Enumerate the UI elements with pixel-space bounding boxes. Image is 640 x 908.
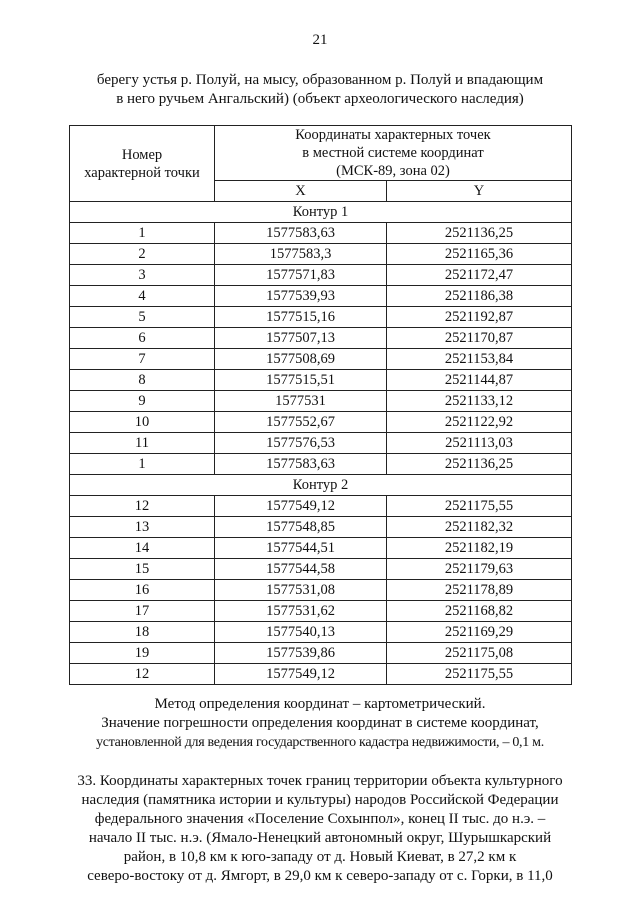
point-number-cell: 3 (70, 265, 215, 286)
point-number-cell: 13 (70, 517, 215, 538)
x-coordinate-cell: 1577544,51 (215, 538, 387, 559)
x-coordinate-cell: 1577552,67 (215, 412, 387, 433)
item-line: 33. Координаты характерных точек границ территории объекта культурного (77, 773, 563, 789)
point-number-cell: 5 (70, 307, 215, 328)
point-number-cell: 4 (70, 286, 215, 307)
point-number-cell: 11 (70, 433, 215, 454)
x-coordinate-cell: 1577544,58 (215, 559, 387, 580)
y-coordinate-cell: 2521136,25 (387, 454, 572, 475)
y-coordinate-cell: 2521153,84 (387, 349, 572, 370)
table-row (70, 349, 572, 370)
method-line: Значение погрешности определения координат в системе координат, (101, 715, 539, 731)
item-line: федерального значения «Поселение Сохынпол», конец II тыс. до н.э. – (94, 811, 546, 827)
item-line: начало II тыс. н.э. (Ямало-Ненецкий автономный округ, Шурышкарский (88, 830, 552, 846)
method-note (60, 695, 580, 752)
x-coordinate-cell: 1577576,53 (215, 433, 387, 454)
table-row (70, 328, 572, 349)
header-point-number (70, 126, 215, 202)
table-row (70, 601, 572, 622)
y-coordinate-cell: 2521175,08 (387, 643, 572, 664)
header-x: X (215, 181, 387, 202)
item-line: северо-востоку от д. Ямгорт, в 29,0 км к северо-западу от с. Горки, в 11,0 (87, 868, 553, 884)
table-row (70, 265, 572, 286)
header-coordinates (215, 126, 572, 181)
point-number-cell: 12 (70, 664, 215, 685)
x-coordinate-cell: 1577515,51 (215, 370, 387, 391)
y-coordinate-cell: 2521122,92 (387, 412, 572, 433)
x-coordinate-cell: 1577531,62 (215, 601, 387, 622)
intro-paragraph (60, 71, 580, 109)
table-row (70, 223, 572, 244)
x-coordinate-cell: 1577540,13 (215, 622, 387, 643)
table-row (70, 517, 572, 538)
intro-line: берегу устья р. Полуй, на мысу, образованном р. Полуй и впадающим (96, 72, 544, 88)
x-coordinate-cell: 1577539,86 (215, 643, 387, 664)
table-row (70, 286, 572, 307)
x-coordinate-cell: 1577548,85 (215, 517, 387, 538)
point-number-cell: 16 (70, 580, 215, 601)
y-coordinate-cell: 2521113,03 (387, 433, 572, 454)
table-row (70, 370, 572, 391)
point-number-cell: 12 (70, 496, 215, 517)
table-row (70, 433, 572, 454)
point-number-cell: 1 (70, 454, 215, 475)
y-coordinate-cell: 2521175,55 (387, 496, 572, 517)
y-coordinate-cell: 2521175,55 (387, 664, 572, 685)
y-coordinate-cell: 2521165,36 (387, 244, 572, 265)
x-coordinate-cell: 1577571,83 (215, 265, 387, 286)
y-coordinate-cell: 2521182,32 (387, 517, 572, 538)
point-number-cell: 14 (70, 538, 215, 559)
item-line: район, в 10,8 км к юго-западу от д. Новый Киеват, в 27,2 км к (123, 849, 517, 865)
point-number-cell: 1 (70, 223, 215, 244)
table-row (70, 643, 572, 664)
y-coordinate-cell: 2521172,47 (387, 265, 572, 286)
point-number-cell: 19 (70, 643, 215, 664)
y-coordinate-cell: 2521179,63 (387, 559, 572, 580)
header-text: Номер (121, 146, 163, 163)
y-coordinate-cell: 2521169,29 (387, 622, 572, 643)
point-number-cell: 9 (70, 391, 215, 412)
method-line: Метод определения координат – картометрический. (154, 696, 486, 712)
x-coordinate-cell: 1577507,13 (215, 328, 387, 349)
header-y: Y (387, 181, 572, 202)
item-33-paragraph (40, 772, 600, 886)
point-number-cell: 18 (70, 622, 215, 643)
intro-line: в него ручьем Ангальский) (объект археологического наследия) (116, 91, 524, 107)
y-coordinate-cell: 2521144,87 (387, 370, 572, 391)
y-coordinate-cell: 2521136,25 (387, 223, 572, 244)
header-text: в местной системе координат (302, 145, 484, 161)
x-coordinate-cell: 1577583,63 (215, 223, 387, 244)
item-line: наследия (памятника истории и культуры) народов Российской Федерации (81, 792, 559, 808)
point-number-cell: 7 (70, 349, 215, 370)
table-row (70, 307, 572, 328)
y-coordinate-cell: 2521170,87 (387, 328, 572, 349)
contour-label: Контур 2 (70, 475, 572, 496)
y-coordinate-cell: 2521186,38 (387, 286, 572, 307)
x-coordinate-cell: 1577583,3 (215, 244, 387, 265)
point-number-cell: 2 (70, 244, 215, 265)
x-coordinate-cell: 1577531,08 (215, 580, 387, 601)
y-coordinate-cell: 2521168,82 (387, 601, 572, 622)
point-number-cell: 17 (70, 601, 215, 622)
contour-label: Контур 1 (70, 202, 572, 223)
table-row (70, 664, 572, 685)
x-coordinate-cell: 1577531 (215, 391, 387, 412)
page-number: 21 (312, 32, 328, 48)
table-row (70, 412, 572, 433)
table-row (70, 391, 572, 412)
y-coordinate-cell: 2521182,19 (387, 538, 572, 559)
table-row (70, 496, 572, 517)
x-coordinate-cell: 1577515,16 (215, 307, 387, 328)
x-coordinate-cell: 1577583,63 (215, 454, 387, 475)
x-coordinate-cell: 1577549,12 (215, 496, 387, 517)
header-text: (МСК-89, зона 02) (336, 163, 450, 179)
table-row (70, 454, 572, 475)
x-coordinate-cell: 1577508,69 (215, 349, 387, 370)
y-coordinate-cell: 2521178,89 (387, 580, 572, 601)
table-row (70, 622, 572, 643)
table-row (70, 538, 572, 559)
point-number-cell: 6 (70, 328, 215, 349)
x-coordinate-cell: 1577539,93 (215, 286, 387, 307)
y-coordinate-cell: 2521133,12 (387, 391, 572, 412)
point-number-cell: 8 (70, 370, 215, 391)
method-line: установленной для ведения государственного кадастра недвижимости, – 0,1 м. (96, 735, 544, 750)
x-coordinate-cell: 1577549,12 (215, 664, 387, 685)
point-number-cell: 10 (70, 412, 215, 433)
table-row (70, 559, 572, 580)
header-text: характерной точки (84, 164, 200, 181)
y-coordinate-cell: 2521192,87 (387, 307, 572, 328)
header-text: Координаты характерных точек (295, 127, 491, 143)
point-number-cell: 15 (70, 559, 215, 580)
table-body (70, 202, 572, 685)
table-row (70, 580, 572, 601)
table-row (70, 244, 572, 265)
coordinates-table (69, 125, 572, 685)
